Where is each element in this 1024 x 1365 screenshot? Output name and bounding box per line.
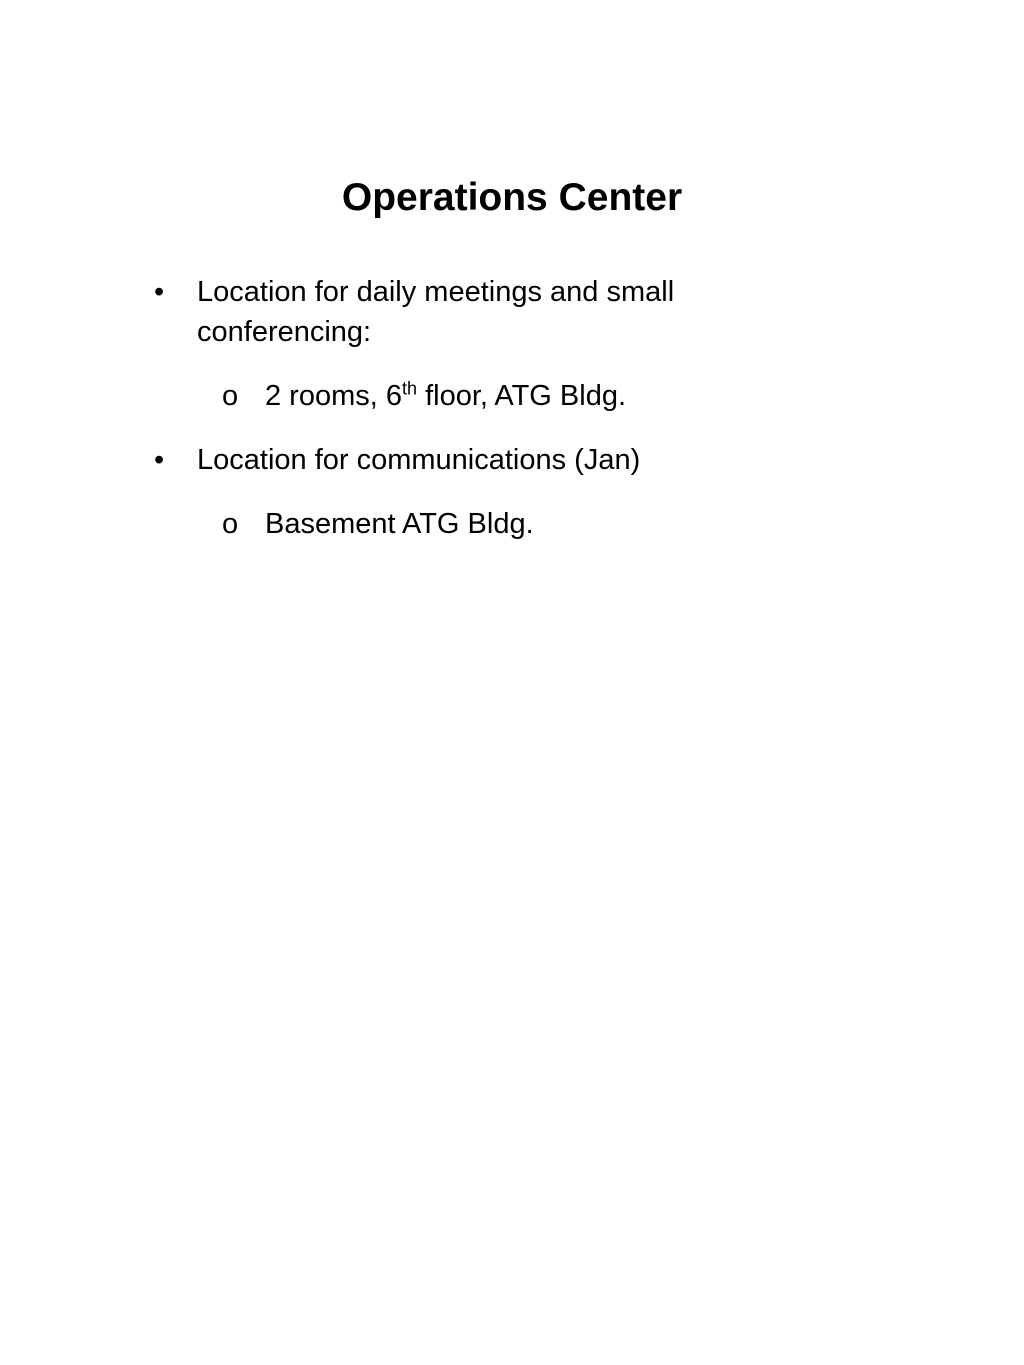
bullet-list <box>150 272 770 568</box>
bullet-marker: • <box>154 276 165 308</box>
slide-title: Operations Center <box>341 176 683 219</box>
bullet-marker: • <box>154 444 165 476</box>
bullet-text: Location for daily meetings and small conferencing: <box>197 276 675 348</box>
sub-bullet-text-after: floor, ATG Bldg. <box>417 380 627 412</box>
ordinal-superscript: th <box>402 378 418 399</box>
sub-bullet-item-rooms <box>150 376 770 416</box>
bullet-item-communications <box>150 440 770 480</box>
bullet-item-daily-meetings <box>150 272 770 352</box>
bullet-text: Location for communications (Jan) <box>197 444 641 476</box>
sub-bullet-marker: o <box>222 380 239 412</box>
sub-bullet-text-before: 2 rooms, 6 <box>265 380 402 412</box>
sub-bullet-text: Basement ATG Bldg. <box>265 508 534 540</box>
sub-bullet-marker: o <box>222 508 239 540</box>
sub-bullet-item-basement <box>150 504 770 544</box>
